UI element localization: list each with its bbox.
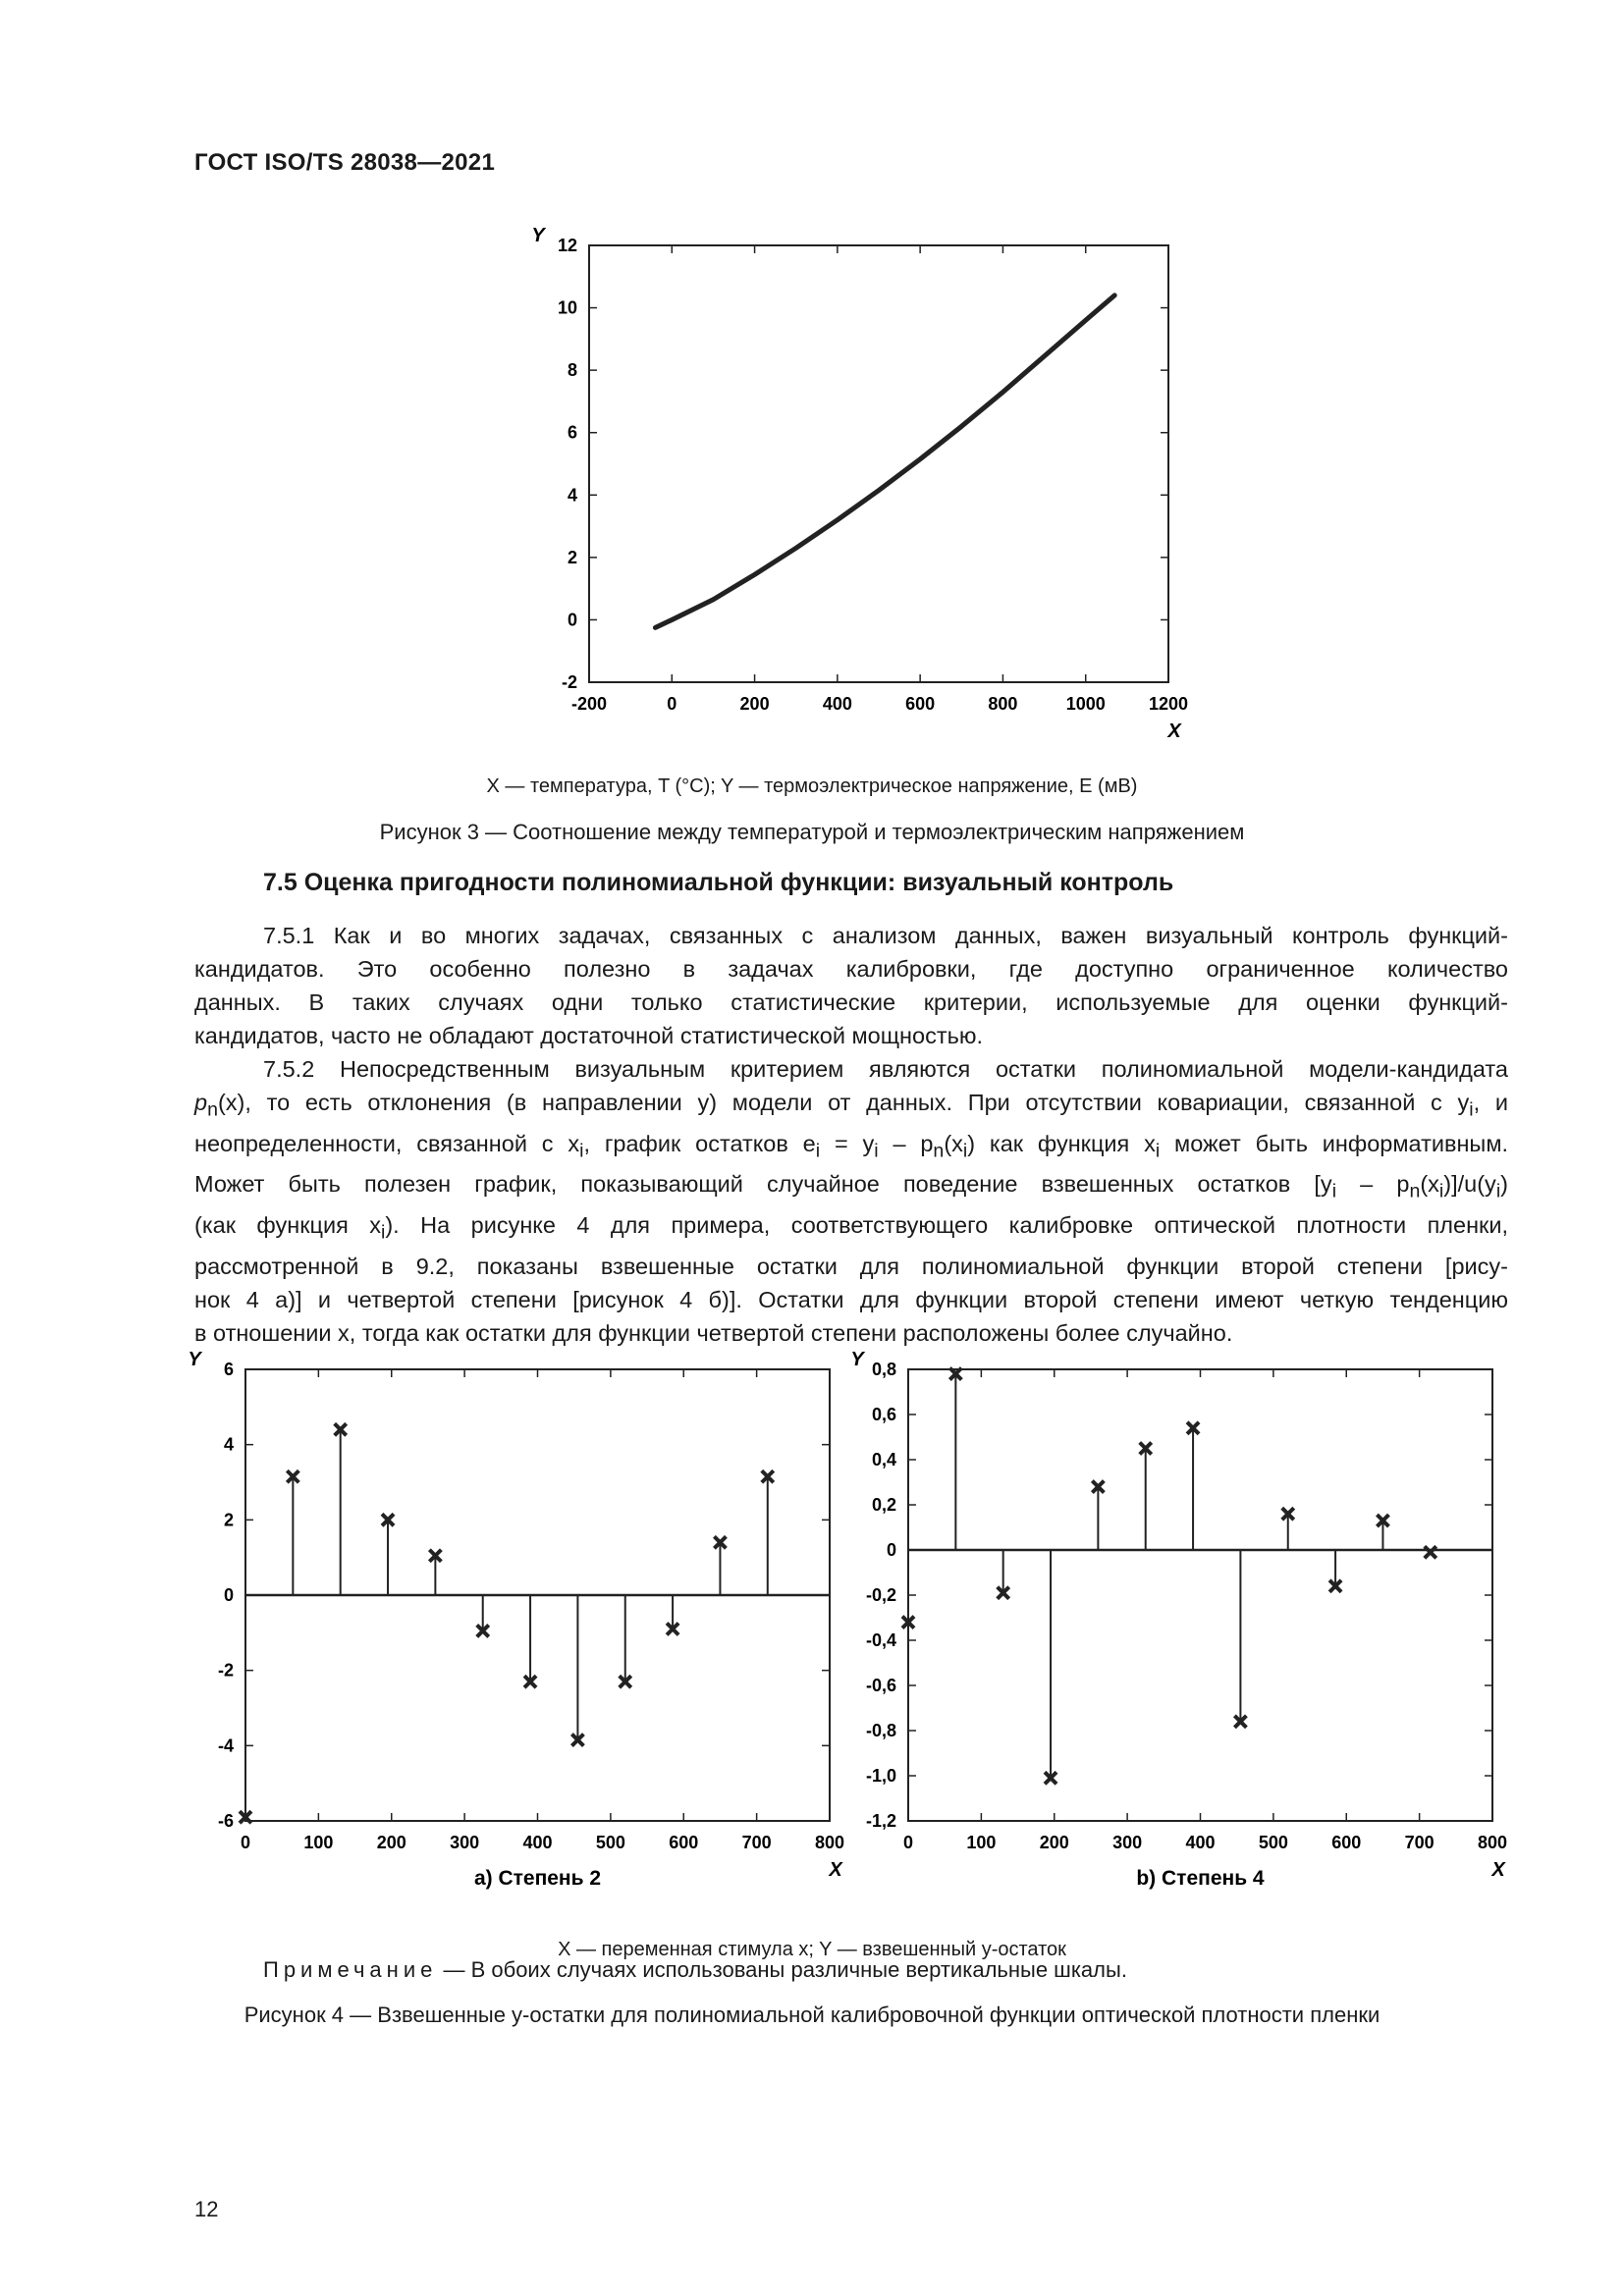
y-tick-label: 0 [886,1540,896,1560]
p2-line: Может быть полезен график, показывающий случайное поведение взвешенных остатков $[y_i - p_n(x_i)]/u(y_i)$ [194,1171,1508,1203]
p2-line: (как функция $x_i$). На рисунке 4 для примера, соответствующего калибровке оптической плотности пленки, [194,1212,1508,1244]
y-tick-label: -4 [217,1735,234,1756]
y-tick-label: -1,0 [865,1766,896,1786]
p2-line: 7.5.2 Непосредственным визуальным критерием являются остатки полиномиальной модели-кандидата [263,1056,1508,1082]
y-tick-label: 6 [223,1360,234,1379]
p1-line: кандидатов. Это особенно полезно в задачах калибровки, где доступно ограниченное количество [194,956,1508,982]
p2-line: в отношении x, тогда как остатки для функции четвертой степени расположены более случайно. [194,1319,1233,1346]
y-tick-label: 0,8 [871,1360,896,1379]
x-tick-label: 700 [741,1833,772,1852]
y-tick-label: 12 [557,236,577,255]
y-tick-label: -2 [561,672,577,692]
y-tick-label: 0,4 [871,1450,896,1469]
x-tick-label: 200 [739,694,770,714]
figure3-caption: Рисунок 3 — Соотношение между температурой и термоэлектрическим напряжением [379,820,1245,844]
y-tick-label: -0,2 [865,1585,896,1605]
figure4a-chart [188,1340,859,1890]
y-tick-label: 0,2 [871,1495,896,1515]
y-tick-label: 2 [567,547,577,567]
y-axis-label: Y [531,225,545,246]
x-axis-label: X [1167,721,1181,742]
x-axis-label: X [829,1859,842,1881]
x-tick-label: 100 [966,1833,997,1852]
y-tick-label: 0 [567,610,577,630]
paragraph-7-5-2 [194,1052,1508,1350]
x-tick-label: 1200 [1148,694,1189,714]
p1-line: кандидатов, часто не обладают достаточной статистической мощностью. [194,1023,984,1048]
p1-line: 7.5.1 Как и во многих задачах, связанных с анализом данных, важен визуальный контроль функций- [263,923,1508,948]
y-axis-label: Y [188,1349,201,1370]
y-tick-label: -1,2 [865,1811,896,1831]
page-number: 12 [194,2197,219,2221]
x-tick-label: 0 [667,694,677,714]
x-tick-label: 300 [450,1833,480,1852]
subfigure-caption: a) Степень 2 [473,1867,602,1890]
y-tick-label: 0 [223,1585,234,1605]
p1-line: данных. В таких случаях одни только статистические критерии, используемые для оценки функций- [194,989,1508,1015]
residual-marker [1425,1546,1436,1558]
x-tick-label: 600 [669,1833,699,1852]
figure3-legend: X — температура, T (°C); Y — термоэлектрическое напряжение, E (мВ) [486,775,1138,797]
y-tick-label: -0,6 [865,1676,896,1695]
y-tick-label: -0,8 [865,1721,896,1740]
x-tick-label: 800 [1477,1833,1508,1852]
figure4-caption: Рисунок 4 — Взвешенные y-остатки для полиномиальной калибровочной функции оптической плотности пленки [244,2002,1380,2027]
y-tick-label: 0,6 [871,1405,896,1424]
document-header: ГОСТ ISO/TS 28038—2021 [194,149,496,176]
x-tick-label: 200 [1039,1833,1069,1852]
p2-line: нок 4 а)] и четвертой степени [рисунок 4 б)]. Остатки для функции второй степени имеют четкую тенденцию [194,1286,1508,1312]
x-tick-label: 600 [905,694,936,714]
figure4-legend: X — переменная стимула x; Y — взвешенный y-остаток [558,1939,1066,1960]
x-tick-label: 600 [1331,1833,1362,1852]
p2-line: рассмотренной в 9.2, показаны взвешенные остатки для полиномиальной функции второй степени [рису- [194,1253,1508,1279]
section-title: 7.5 Оценка пригодности полиномиальной функции: визуальный контроль [263,869,1174,896]
p2-line: неопределенности, связанной с $x_i$, график остатков $e_i = y_i - p_n(x_i)$ как функция $x_i$ может быть информативным. [194,1130,1509,1162]
x-tick-label: 500 [595,1833,625,1852]
series-line [655,295,1114,628]
x-axis-label: X [1491,1859,1505,1881]
plot-frame [908,1369,1492,1821]
y-tick-label: 8 [567,360,577,381]
x-tick-label: 400 [822,694,852,714]
y-tick-label: 4 [223,1434,234,1455]
subfigure-caption: b) Степень 4 [1136,1867,1265,1890]
x-tick-label: 300 [1112,1833,1143,1852]
paragraph-7-5-1 [194,919,1508,1052]
x-tick-label: 200 [376,1833,406,1852]
y-tick-label: -0,4 [865,1630,896,1650]
x-tick-label: 100 [303,1833,334,1852]
y-tick-label: 10 [557,297,577,318]
y-tick-label: 2 [223,1510,234,1530]
figure4b-chart [850,1340,1522,1890]
x-tick-label: 800 [814,1833,845,1852]
x-tick-label: 0 [240,1833,251,1852]
x-tick-label: 800 [988,694,1018,714]
y-tick-label: 4 [567,485,577,506]
x-tick-label: -200 [570,694,608,714]
y-tick-label: -2 [217,1660,234,1681]
y-tick-label: 6 [567,422,577,443]
figure4-note: Примечание — В обоих случаях использованы различные вертикальные шкалы. [263,1957,1127,1982]
y-axis-label: Y [850,1349,864,1370]
p2-line: $p_n(x)$, то есть отклонения (в направлении y) модели от данных. При отсутствии ковариации, связанной с $y_i$, и [194,1090,1508,1121]
figure3-chart [511,221,1198,751]
x-tick-label: 700 [1404,1833,1435,1852]
x-tick-label: 400 [522,1833,553,1852]
y-tick-label: -6 [217,1811,234,1831]
x-tick-label: 400 [1185,1833,1216,1852]
x-tick-label: 0 [902,1833,914,1852]
x-tick-label: 500 [1258,1833,1288,1852]
x-tick-label: 1000 [1065,694,1106,714]
